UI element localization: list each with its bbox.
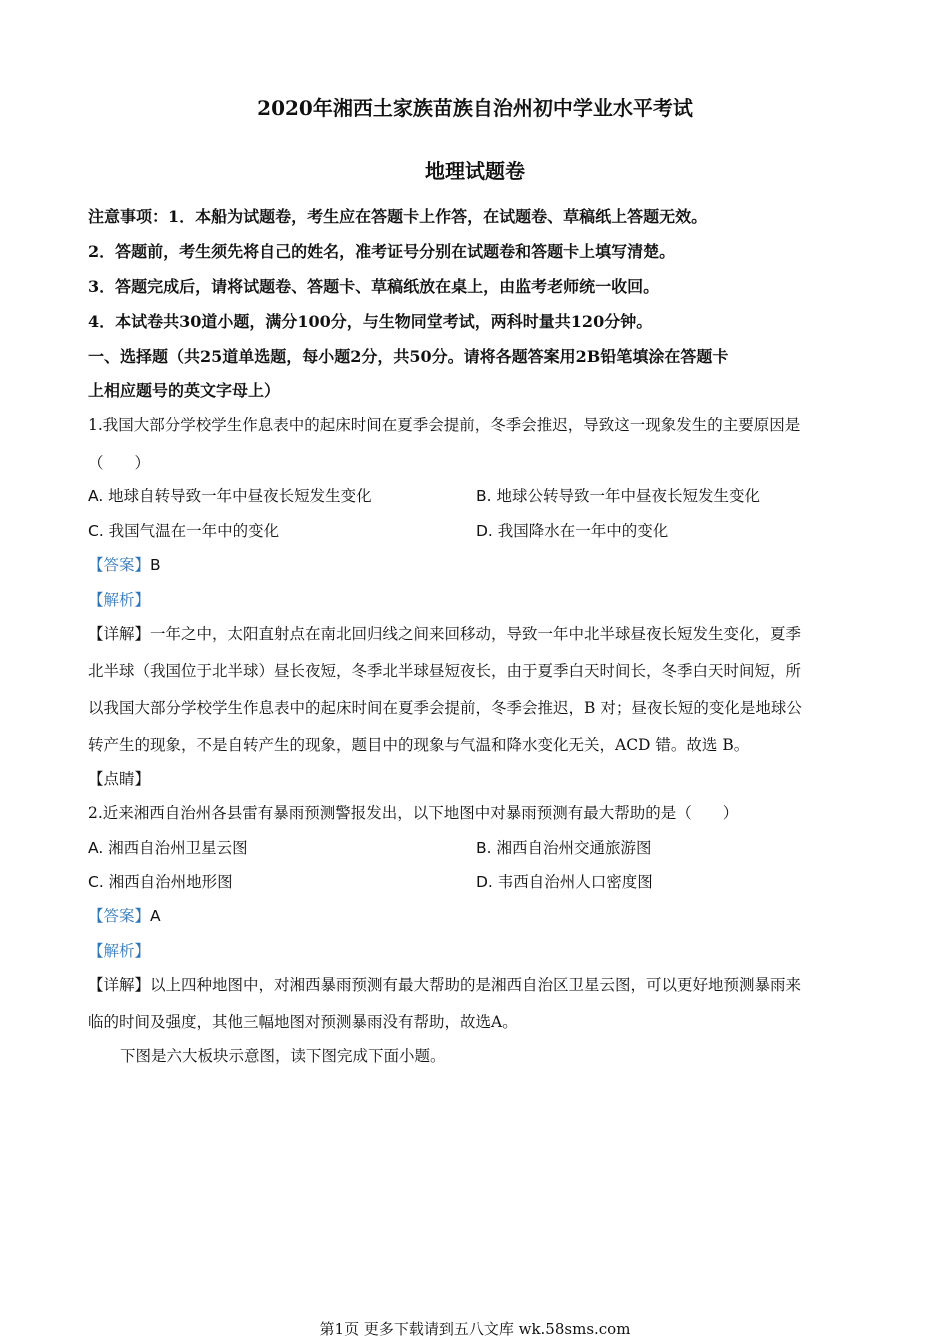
figure-intro-text: 下图是六大板块示意图，读下图完成下面小题。 <box>120 1047 446 1065</box>
q1-detail-line-1: 【详解】一年之中，太阳直射点在南北回归线之间来回移动，导致一年中北半球昼夜长短发生变化，夏季 <box>88 625 802 643</box>
q1-detail-line-4: 转产生的现象，不是自转产生的现象，题目中的现象与气温和降水变化无关，ACD 错。故选 B。 <box>88 736 750 754</box>
exam-title: 2020年湘西土家族苗族自治州初中学业水平考试 <box>257 96 693 120</box>
q1-answer-label: 【答案】 <box>88 556 151 574</box>
q2-option-b: B. 湘西自治州交通旅游图 <box>476 839 652 857</box>
q2-detail-line-2: 临的时间及强度，其他三幅地图对预测暴雨没有帮助，故选A。 <box>88 1013 518 1031</box>
q1-answer <box>88 554 161 576</box>
note-3: 3．答题完成后，请将试题卷、答题卡、草稿纸放在桌上，由监考老师统一收回。 <box>88 277 660 296</box>
q1-answer-value: B <box>150 556 161 574</box>
q1-option-c: C. 我国气温在一年中的变化 <box>88 522 280 540</box>
q1-detail-line-3: 以我国大部分学校学生作息表中的起床时间在夏季会提前，冬季会推迟，B 对；昼夜长短的变化是地球公 <box>88 699 802 717</box>
section-heading-line-2: 上相应题号的英文字母上） <box>88 381 281 400</box>
note-1: 注意事项：1．本船为试题卷，考生应在答题卡上作答，在试题卷、草稿纸上答题无效。 <box>88 207 708 226</box>
note-2: 2．答题前，考生须先将自己的姓名，准考证号分别在试题卷和答题卡上填写清楚。 <box>88 242 676 261</box>
q2-stem: 2.近来湘西自治州各县雷有暴雨预测警报发出，以下地图中对暴雨预测有最大帮助的是（ ） <box>88 804 739 822</box>
q1-option-a: A. 地球自转导致一年中昼夜长短发生变化 <box>88 487 372 505</box>
q1-option-b: B. 地球公转导致一年中昼夜长短发生变化 <box>476 487 760 505</box>
q2-analysis-label: 【解析】 <box>88 942 151 960</box>
q1-analysis-label: 【解析】 <box>88 591 151 609</box>
q2-answer <box>88 905 161 927</box>
q2-answer-value: A <box>150 907 161 925</box>
q1-detail-line-2: 北半球（我国位于北半球）昼长夜短，冬季北半球昼短夜长，由于夏季白天时间长，冬季白天时间短，所 <box>88 662 802 680</box>
q2-option-a: A. 湘西自治州卫星云图 <box>88 839 248 857</box>
page-footer: 第1页 更多下载请到五八文库 wk.58sms.com <box>319 1320 631 1338</box>
q2-answer-label: 【答案】 <box>88 907 151 925</box>
q1-option-d: D. 我国降水在一年中的变化 <box>476 522 669 540</box>
q1-stem: 1.我国大部分学校学生作息表中的起床时间在夏季会提前，冬季会推迟，导致这一现象发生的主要原因是 <box>88 416 801 434</box>
q1-comment-label: 【点睛】 <box>88 770 151 788</box>
q2-option-c: C. 湘西自治州地形图 <box>88 873 233 891</box>
section-heading-line-1: 一、选择题（共25道单选题，每小题2分，共50分。请将各题答案用2B铅笔填涂在答题卡 <box>88 347 729 366</box>
q1-stem-bracket: （ ） <box>88 454 151 472</box>
q2-detail-line-1: 【详解】以上四种地图中，对湘西暴雨预测有最大帮助的是湘西自治区卫星云图，可以更好地预测暴雨来 <box>88 976 802 994</box>
exam-subtitle: 地理试题卷 <box>425 159 525 183</box>
q2-option-d: D. 韦西自治州人口密度图 <box>476 873 653 891</box>
note-4: 4．本试卷共30道小题，满分100分，与生物同堂考试，两科时量共120分钟。 <box>88 312 653 331</box>
